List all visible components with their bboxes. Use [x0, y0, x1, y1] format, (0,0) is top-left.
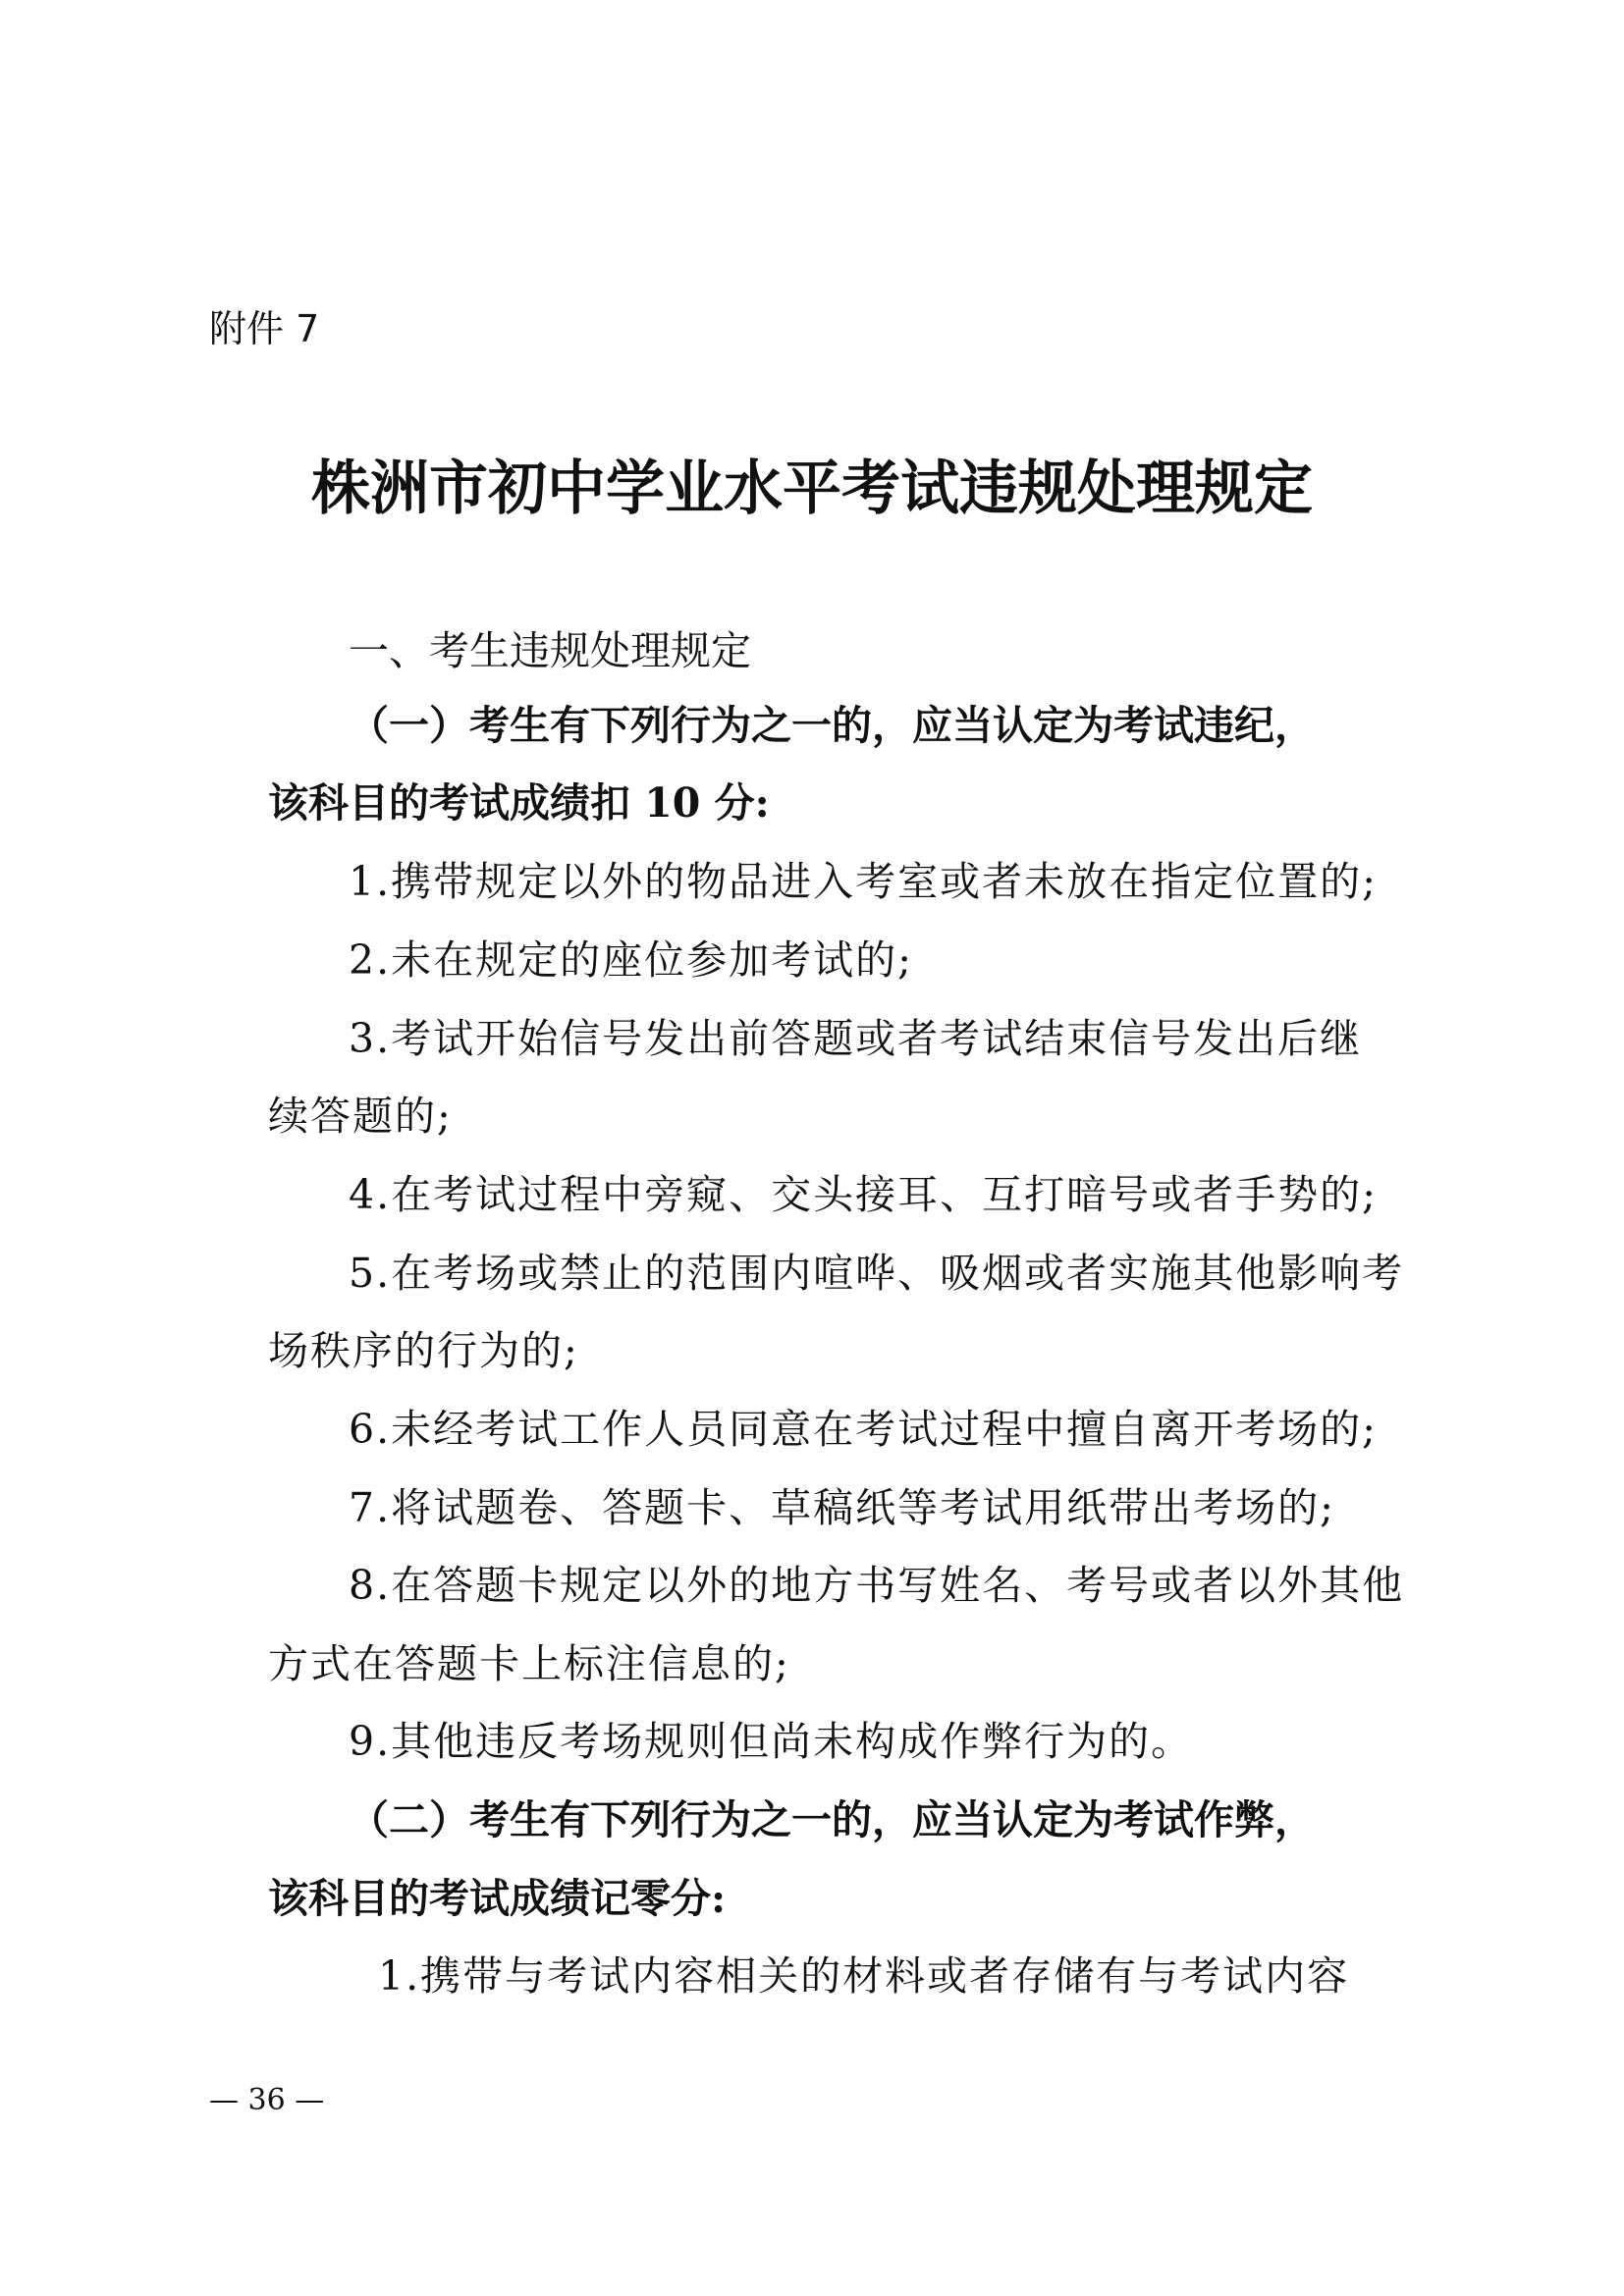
- list-item: 7.将试题卷、答题卡、草稿纸等考试用纸带出考场的;: [349, 1484, 1335, 1531]
- list-item-continuation: 续答题的;: [268, 1093, 453, 1140]
- list-item: 6.未经考试工作人员同意在考试过程中擅自离开考场的;: [349, 1406, 1378, 1453]
- subsection-heading-1-line1: （一）考生有下列行为之一的，应当认定为考试违纪，: [349, 702, 1315, 749]
- list-item: 1.携带规定以外的物品进入考室或者未放在指定位置的;: [349, 858, 1378, 905]
- list-item: 3.考试开始信号发出前答题或者考试结束信号发出后继: [349, 1015, 1363, 1062]
- list-item-continuation: 方式在答题卡上标注信息的;: [268, 1640, 790, 1687]
- document-title: 株洲市初中学业水平考试违规处理规定: [311, 454, 1313, 523]
- subsection-heading-2-line2: 该科目的考试成绩记零分:: [268, 1875, 727, 1922]
- section-heading-1: 一、考生违规处理规定: [349, 627, 751, 674]
- list-item: 8.在答题卡规定以外的地方书写姓名、考号或者以外其他: [349, 1562, 1405, 1609]
- page-number: — 36 —: [209, 2083, 325, 2117]
- list-item-continuation: 场秩序的行为的;: [268, 1327, 579, 1374]
- subsection-heading-1-line2: 该科目的考试成绩扣 10 分:: [268, 779, 770, 827]
- subsection-heading-2-line1: （二）考生有下列行为之一的，应当认定为考试作弊，: [349, 1796, 1315, 1843]
- list-item: 1.携带与考试内容相关的材料或者存储有与考试内容: [378, 1952, 1350, 2000]
- attachment-label: 附件 7: [209, 307, 320, 350]
- list-item: 9.其他违反考场规则但尚未构成作弊行为的。: [349, 1718, 1194, 1765]
- list-item: 2.未在规定的座位参加考试的;: [349, 936, 913, 984]
- list-item: 4.在考试过程中旁窥、交头接耳、互打暗号或者手势的;: [349, 1171, 1378, 1218]
- list-item: 5.在考场或禁止的范围内喧哗、吸烟或者实施其他影响考: [349, 1250, 1405, 1297]
